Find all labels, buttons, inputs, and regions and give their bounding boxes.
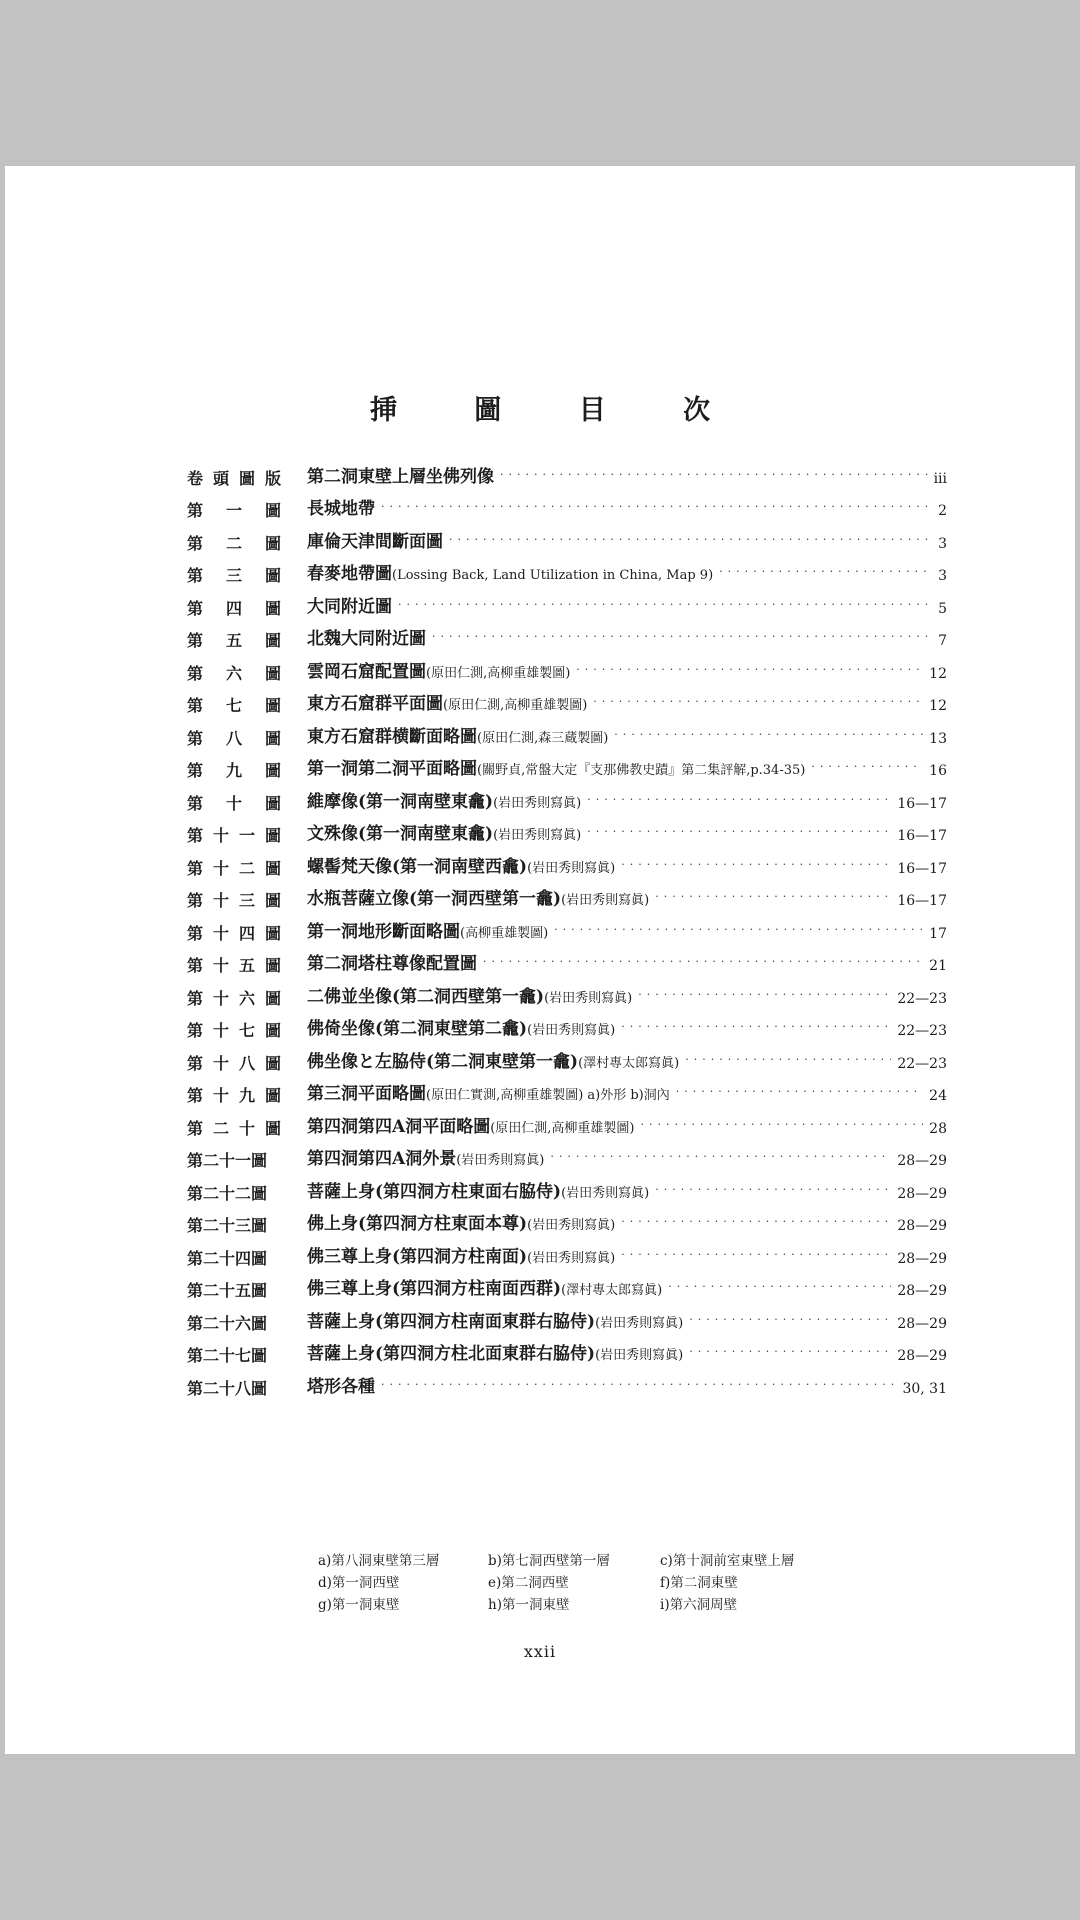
- page-ref: 16: [929, 763, 947, 779]
- figure-label: 第 一 圖: [187, 501, 281, 520]
- sub-item: e)第二洞西壁: [488, 1575, 569, 1591]
- dot-leader: [587, 822, 891, 842]
- dot-leader: [398, 595, 932, 615]
- figure-credit: (岩田秀則寫眞): [527, 1023, 616, 1038]
- figure-title: [307, 467, 494, 489]
- figure-entry: [187, 489, 947, 522]
- figure-caption: 第四洞第四A洞外景: [307, 1149, 457, 1169]
- figure-caption: 維摩像(第一洞南壁東龕): [307, 791, 494, 812]
- figure-entry: [187, 651, 947, 684]
- figure-entry: [187, 911, 947, 944]
- page-ref: 28—29: [897, 1348, 947, 1364]
- figure-caption: 雲岡石窟配置圖: [307, 661, 426, 682]
- page-ref: 30, 31: [902, 1380, 947, 1397]
- figure-entry: [187, 716, 947, 749]
- dot-leader: [719, 562, 932, 582]
- figure-credit: (原田仁實測,高柳重雄製圖) a)外形 b)洞內: [426, 1088, 670, 1103]
- figure-entry: [187, 1041, 947, 1074]
- figure-entry: [187, 586, 947, 619]
- dot-leader: [381, 1375, 896, 1395]
- dot-leader: [621, 1245, 891, 1265]
- figure-entry: [187, 1301, 947, 1334]
- figure-credit: (原田仁測,高柳重雄製圖): [426, 665, 571, 681]
- dot-leader: [500, 465, 928, 485]
- figure-label: 第 十 圖: [187, 793, 281, 813]
- figure-title: [307, 499, 375, 521]
- figure-caption: 佛三尊上身(第四洞方柱南面西群): [307, 1279, 562, 1299]
- dot-leader: [655, 887, 891, 907]
- figure-entry: [187, 749, 947, 782]
- figure-label: 第 十 九 圖: [187, 1086, 281, 1105]
- figure-entry: [187, 879, 947, 912]
- figure-caption: 第一洞第二洞平面略圖: [307, 759, 477, 779]
- figure-title: [307, 889, 649, 911]
- figure-label: 第 十 二 圖: [187, 858, 281, 878]
- page-ref: 28: [929, 1120, 947, 1137]
- figure-credit: (岩田秀則寫眞): [527, 1250, 616, 1266]
- figure-entry: [187, 846, 947, 879]
- figure-label: 第 十 三 圖: [187, 891, 281, 910]
- dot-leader: [550, 1147, 891, 1167]
- dot-leader: [381, 497, 932, 517]
- figure-title: [307, 694, 587, 716]
- dot-leader: [689, 1310, 891, 1330]
- figure-title: [307, 727, 608, 749]
- figure-entry: [187, 781, 947, 814]
- document-page: [5, 166, 1075, 1754]
- figure-label: 第 六 圖: [187, 663, 281, 683]
- dot-leader: [668, 1277, 891, 1297]
- figure-credit: (岩田秀則寫眞): [544, 990, 633, 1006]
- figure-caption: 長城地帶: [307, 499, 375, 519]
- figure-label: 第 十 八 圖: [187, 1053, 281, 1073]
- sub-item: b)第七洞西壁第一層: [488, 1553, 610, 1569]
- page-ref: 16—17: [897, 795, 947, 812]
- dot-leader: [593, 692, 923, 712]
- page-ref: 2: [938, 503, 947, 519]
- figure-caption: 春麥地帶圖: [307, 564, 392, 584]
- figure-entry: [187, 1236, 947, 1269]
- figure-label: 第 四 圖: [187, 598, 281, 618]
- page-ref: iii: [933, 470, 947, 487]
- figure-label: 第二十七圖: [187, 1346, 268, 1365]
- figure-title: [307, 1149, 544, 1171]
- sub-item: h)第一洞東壁: [488, 1597, 570, 1613]
- figure-label: 第二十五圖: [187, 1281, 268, 1300]
- page-ref: 16—17: [897, 860, 947, 877]
- figure-caption: 佛上身(第四洞方柱東面本尊): [307, 1214, 528, 1234]
- page-ref: 21: [929, 958, 947, 974]
- page-ref: 22—23: [897, 990, 947, 1007]
- figure-caption: 菩薩上身(第四洞方柱北面東群右脇侍): [307, 1344, 596, 1364]
- figure-label: 第 十 六 圖: [187, 988, 281, 1008]
- sub-item: f)第二洞東壁: [660, 1575, 738, 1591]
- figure-title: [307, 857, 615, 879]
- figure-label: 第 三 圖: [187, 566, 281, 585]
- figure-title: [307, 1279, 662, 1301]
- figure-title: [307, 824, 581, 846]
- figure-label: 第 八 圖: [187, 728, 281, 748]
- figure-title: [307, 1117, 634, 1139]
- page-ref: 3: [938, 568, 947, 584]
- figure-entry: [187, 521, 947, 554]
- figure-entry: [187, 1106, 947, 1139]
- figure-entry: [187, 1366, 947, 1399]
- sub-item: c)第十洞前室東壁上層: [660, 1553, 795, 1569]
- figure-caption: 大同附近圖: [307, 596, 392, 617]
- figure-credit: (岩田秀則寫眞): [595, 1315, 684, 1331]
- figure-title: [307, 1247, 615, 1269]
- dot-leader: [685, 1050, 891, 1070]
- figure-title: [307, 1052, 679, 1074]
- figure-title: [307, 662, 570, 684]
- figure-credit: (澤村專太郎寫眞): [578, 1055, 680, 1071]
- figure-title: [307, 1344, 683, 1366]
- figure-caption: 佛坐像と左脇侍(第二洞東壁第一龕): [307, 1051, 579, 1072]
- page-ref: 28—29: [897, 1315, 947, 1332]
- figure-entry: [187, 1009, 947, 1042]
- figure-credit: (原田仁測,高柳重雄製圖): [490, 1120, 635, 1136]
- figure-label: 第 十 五 圖: [187, 956, 281, 975]
- figure-caption: 二佛並坐像(第二洞西壁第一龕): [307, 986, 545, 1007]
- sub-item: i)第六洞周壁: [660, 1597, 738, 1613]
- figure-entry: [187, 976, 947, 1009]
- figure-label: 第二十六圖: [187, 1313, 268, 1333]
- figure-credit: (岩田秀則寫眞): [493, 795, 582, 811]
- dot-leader: [621, 1017, 891, 1037]
- figure-caption: 塔形各種: [307, 1376, 375, 1397]
- sub-item: a)第八洞東壁第三層: [318, 1553, 440, 1569]
- figure-credit: (Lossing Back, Land Utilization in China, Map 9): [392, 568, 714, 583]
- figure-entry: [187, 619, 947, 652]
- dot-leader: [621, 855, 891, 875]
- figure-caption: 第四洞第四A洞平面略圖: [307, 1116, 491, 1137]
- page-ref: 24: [929, 1088, 947, 1104]
- page-ref: 7: [938, 633, 947, 649]
- page-ref: 28—29: [897, 1283, 947, 1299]
- page-ref: 22—23: [897, 1023, 947, 1039]
- figure-label: 第二十二圖: [187, 1183, 268, 1203]
- page-ref: 28—29: [897, 1250, 947, 1267]
- page-ref: 17: [929, 925, 947, 942]
- page-ref: 13: [929, 730, 947, 747]
- figure-entry: [187, 684, 947, 717]
- dot-leader: [689, 1342, 891, 1362]
- figure-credit: (原田仁測,森三蔵製圖): [477, 730, 609, 746]
- figure-entry: [187, 1171, 947, 1204]
- figure-label: 第 十 七 圖: [187, 1021, 281, 1040]
- figure-title: [307, 1377, 375, 1399]
- figure-caption: 東方石窟群平面圖: [307, 694, 443, 714]
- figure-title: [307, 954, 477, 976]
- figure-list: [187, 456, 947, 1399]
- figure-caption: 菩薩上身(第四洞方柱東面右脇侍): [307, 1181, 562, 1202]
- figure-credit: (岩田秀則寫眞): [493, 828, 582, 843]
- figure-label: 第 十 四 圖: [187, 923, 281, 943]
- figure-entry: [187, 554, 947, 587]
- figure-label: 第 十 一 圖: [187, 826, 281, 845]
- figure-caption: 水瓶菩薩立像(第一洞西壁第一龕): [307, 889, 562, 909]
- figure-label: 卷 頭 圖 版: [187, 468, 281, 488]
- figure-credit: (澤村專太郎寫眞): [561, 1283, 663, 1298]
- figure-caption: 螺髻梵天像(第一洞南壁西龕): [307, 856, 528, 877]
- figure-label: 第二十三圖: [187, 1216, 268, 1235]
- dot-leader: [449, 530, 932, 550]
- figure-title: [307, 922, 548, 944]
- figure-credit: (岩田秀則寫眞): [561, 893, 650, 908]
- figure-entry: [187, 1269, 947, 1302]
- figure-entry: [187, 1139, 947, 1172]
- page-ref: 28—29: [897, 1218, 947, 1234]
- figure-entry: [187, 456, 947, 489]
- figure-caption: 佛倚坐像(第二洞東壁第二龕): [307, 1019, 528, 1039]
- page-ref: 16—17: [897, 893, 947, 909]
- figure-credit: (岩田秀則寫眞): [595, 1348, 684, 1363]
- figure-title: [307, 1084, 670, 1106]
- figure-title: [307, 1312, 683, 1334]
- figure-label: 第二十八圖: [187, 1378, 268, 1398]
- figure-title: [307, 629, 426, 651]
- figure-entry: [187, 1074, 947, 1107]
- figure-label: 第二十四圖: [187, 1248, 268, 1268]
- figure-credit: (岩田秀則寫眞): [456, 1153, 545, 1168]
- page-ref: 16—17: [897, 828, 947, 844]
- page-ref: 28—29: [897, 1185, 947, 1202]
- figure-credit: (關野貞,常盤大定『支那佛教史蹟』第二集評解,p.34-35): [477, 763, 806, 778]
- dot-leader: [483, 952, 923, 972]
- dot-leader: [676, 1082, 923, 1102]
- figure-label: 第 五 圖: [187, 631, 281, 650]
- figure-caption: 佛三尊上身(第四洞方柱南面): [307, 1246, 528, 1267]
- figure-title: [307, 792, 581, 814]
- figure-title: [307, 1182, 649, 1204]
- figure-title: [307, 597, 392, 619]
- figure-title: [307, 532, 443, 554]
- figure-caption: 第三洞平面略圖: [307, 1084, 426, 1104]
- page-ref: 12: [929, 665, 947, 682]
- figure-entry: [187, 1204, 947, 1237]
- figure-caption: 第一洞地形斷面略圖: [307, 921, 460, 942]
- figure-entry: [187, 814, 947, 847]
- dot-leader: [655, 1180, 891, 1200]
- dot-leader: [638, 985, 891, 1005]
- figure-caption: 文殊像(第一洞南壁東龕): [307, 824, 494, 844]
- dot-leader: [811, 757, 923, 777]
- dot-leader: [621, 1212, 891, 1232]
- page-ref: 22—23: [897, 1055, 947, 1072]
- figure-title: [307, 759, 805, 781]
- dot-leader: [554, 920, 923, 940]
- figure-credit: (岩田秀則寫眞): [527, 860, 616, 876]
- figure-caption: 菩薩上身(第四洞方柱南面東群右脇侍): [307, 1311, 596, 1332]
- figure-entry: [187, 1334, 947, 1367]
- figure-label: 第二十一圖: [187, 1151, 268, 1170]
- sub-item: d)第一洞西壁: [318, 1575, 400, 1591]
- figure-caption: 北魏大同附近圖: [307, 629, 426, 649]
- page-ref: 28—29: [897, 1153, 947, 1169]
- dot-leader: [640, 1115, 923, 1135]
- figure-credit: (原田仁測,高柳重雄製圖): [443, 698, 588, 713]
- figure-credit: (高柳重雄製圖): [460, 925, 549, 941]
- figure-label: 第 二 十 圖: [187, 1118, 281, 1138]
- page-number: xxii: [523, 1642, 557, 1661]
- dot-leader: [587, 790, 891, 810]
- figure-label: 第 九 圖: [187, 761, 281, 780]
- figure-label: 第 七 圖: [187, 696, 281, 715]
- dot-leader: [614, 725, 923, 745]
- figure-caption: 第二洞塔柱尊像配置圖: [307, 954, 477, 974]
- figure-caption: 第二洞東壁上層坐佛列像: [307, 466, 494, 487]
- figure-title: [307, 1019, 615, 1041]
- page-ref: 5: [938, 600, 947, 617]
- sub-item-grid: [318, 1552, 878, 1614]
- figure-title: [307, 564, 713, 586]
- figure-title: [307, 987, 632, 1009]
- page-ref: 3: [938, 535, 947, 552]
- page-title: 挿 圖 目 次: [369, 395, 745, 426]
- figure-title: [307, 1214, 615, 1236]
- figure-caption: 東方石窟群横斷面略圖: [307, 726, 477, 747]
- figure-credit: (岩田秀則寫眞): [561, 1185, 650, 1201]
- sub-item: g)第一洞東壁: [318, 1597, 400, 1613]
- page-ref: 12: [929, 698, 947, 714]
- figure-label: 第 二 圖: [187, 533, 281, 553]
- figure-entry: [187, 944, 947, 977]
- figure-caption: 庫倫天津間斷面圖: [307, 531, 443, 552]
- figure-credit: (岩田秀則寫眞): [527, 1218, 616, 1233]
- dot-leader: [576, 660, 923, 680]
- dot-leader: [432, 627, 932, 647]
